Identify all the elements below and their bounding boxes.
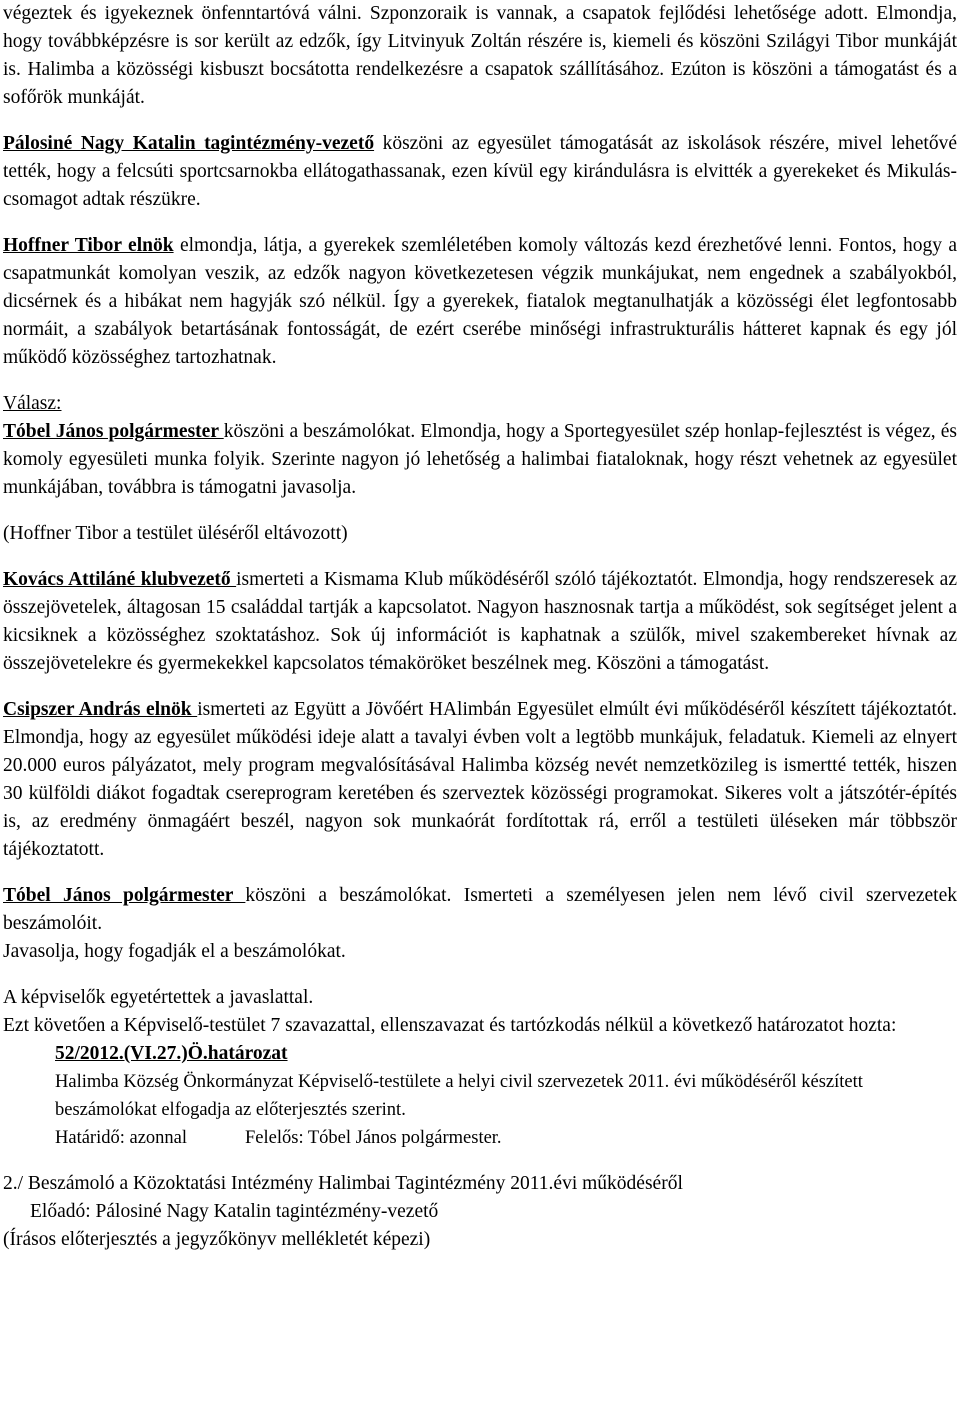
paragraph-text: köszöni a beszámolókat. Elmondja, hogy a Sportegyesület szép honlap-fejlesztést is végez, és komoly egyesületi munka folyik. Szerinte nagyon jó lehetőség a halimbai fiataloknak, hogy részt vehetnek az egyesület munkájában, továbbra is támogatni javasolja.	[3, 421, 957, 498]
resolution-block	[3, 1040, 957, 1152]
resolution-body: Halimba Község Önkormányzat Képviselő-testülete a helyi civil szervezetek 2011. évi működéséről készített beszámolókat elfogadja az előterjesztés szerint.	[55, 1072, 863, 1120]
proposal-line: Javasolja, hogy fogadják el a beszámolókat.	[3, 941, 346, 962]
paragraph-text: köszöni az egyesület támogatását az iskolások részére, mivel lehetővé tették, hogy a felcsúti sportcsarnokba ellátogathassanak, ezen kívül egy kirándulásra is elvitték a gyerekeket és Mikulás-csomagot adtak részükre.	[3, 133, 958, 210]
paragraph-text: végeztek és igyekeznek önfenntartóvá válni. Szponzoraik is vannak, a csapatok fejlődési lehetősége adott. Elmondja, hogy továbbképzésre is sor került az edzők, így Litvinyuk Zoltán részére is, kiemeli és köszöni Szilágyi Tibor munkáját is. Halimba a közösségi kisbuszt bocsátotta rendelkezésre a csapatok szállításához. Ezúton is köszöni a támogatást és a sofőrök munkáját.	[3, 3, 957, 108]
resolution-deadline: Határidő: azonnal	[55, 1128, 188, 1148]
speaker-name: Pálosiné Nagy Katalin tagintézmény-vezető	[3, 133, 375, 154]
paragraph-kovacs	[3, 566, 957, 678]
paragraph-hoffner	[3, 232, 957, 372]
agreement-line: A képviselők egyetértettek a javaslattal.	[3, 987, 314, 1008]
resolution-responsible: Felelős: Tóbel János polgármester.	[245, 1128, 502, 1148]
paragraph-text: (Hoffner Tibor a testület üléséről eltávozott)	[3, 523, 348, 544]
resolution-meta	[55, 1124, 957, 1152]
answer-label	[3, 390, 957, 418]
paragraph-text: ismerteti a Kismama Klub működéséről szóló tájékoztatót. Elmondja, hogy rendszeresek az összejövetelek, áltagosan 15 családdal tartják a kapcsolatot. Nagyon hasznosnak tartja a működést, sok segítséget jelent a kicsiknek a közösséghez szoktatáshoz. Sok új információt is kaphatnak a szülők, mivel szakembereket hívnak az összejövetelekre és gyermekekkel kapcsolatos témaköröket beszélnek meg. Köszöni a támogatást.	[3, 569, 957, 674]
speaker-name: Csipszer András elnök	[3, 699, 198, 720]
paragraph-sport-report	[3, 0, 957, 112]
agenda-item-note: (Írásos előterjesztés a jegyzőkönyv mellékletét képezi)	[3, 1229, 431, 1250]
paragraph-tobel-answer	[3, 418, 957, 502]
paragraph-palosine	[3, 130, 957, 214]
paragraph-hoffner-left	[3, 520, 957, 548]
paragraph-text: köszöni a beszámolókat. Ismerteti a személyesen jelen nem lévő civil szervezetek beszámolóit.	[3, 885, 957, 934]
speaker-name: Kovács Attiláné klubvezető	[3, 569, 237, 590]
paragraph-tobel-summary	[3, 882, 957, 938]
agenda-item-presenter: Előadó: Pálosiné Nagy Katalin tagintézmény-vezető	[30, 1201, 439, 1222]
vote-line: Ezt követően a Képviselő-testület 7 szavazattal, ellenszavazat és tartózkodás nélkül a következő határozatot hozta:	[3, 1015, 897, 1036]
resolution-title: 52/2012.(VI.27.)Ö.határozat	[55, 1043, 288, 1064]
paragraph-text: elmondja, látja, a gyerekek szemléletében komoly változás kezd érezhetővé lenni. Fontos, hogy a csapatmunkát komolyan veszik, az edzők nagyon következetesen végzik munkájukat, nem engednek a szabályokból, dicsérnek és a hibákat nem hagyják szó nélkül. Így a gyerekek, fiatalok megtanulhatják a közösségi élet legfontosabb normáit, a szabályok betartásának fontosságát, de ezért cserébe minőségi infrastrukturális hátteret kapnak és egy jól működő közösséghez tartozhatnak.	[3, 235, 957, 368]
speaker-name: Tóbel János polgármester	[3, 885, 246, 906]
speaker-name: Hoffner Tibor elnök	[3, 235, 174, 256]
paragraph-text: ismerteti az Együtt a Jövőért HAlimbán Egyesület elmúlt évi működéséről készített tájékoztatót. Elmondja, hogy az egyesület működési ideje alatt a tavalyi évben volt a legtöbb munkájuk, feladatuk. Kiemeli az elnyert 20.000 euros pályázatot, mely program megvalósításával Halimba község nevét nemzetközileg is ismertté tették, hiszen 30 külföldi diákot fogadtak csereprogram keretében és szerveztek közösségi programokat. Sikeres volt a játszótér-építés is, az eredmény önmagáért beszél, nagyon sok munkaórát fordítottak rá, erről a testületi üléseken már többször tájékoztatott.	[3, 699, 957, 860]
agenda-item-title: 2./ Beszámoló a Közoktatási Intézmény Halimbai Tagintézmény 2011.évi működéséről	[3, 1173, 683, 1194]
speaker-name: Tóbel János polgármester	[3, 421, 224, 442]
answer-label-text: Válasz:	[3, 393, 62, 414]
paragraph-csipszer	[3, 696, 957, 864]
